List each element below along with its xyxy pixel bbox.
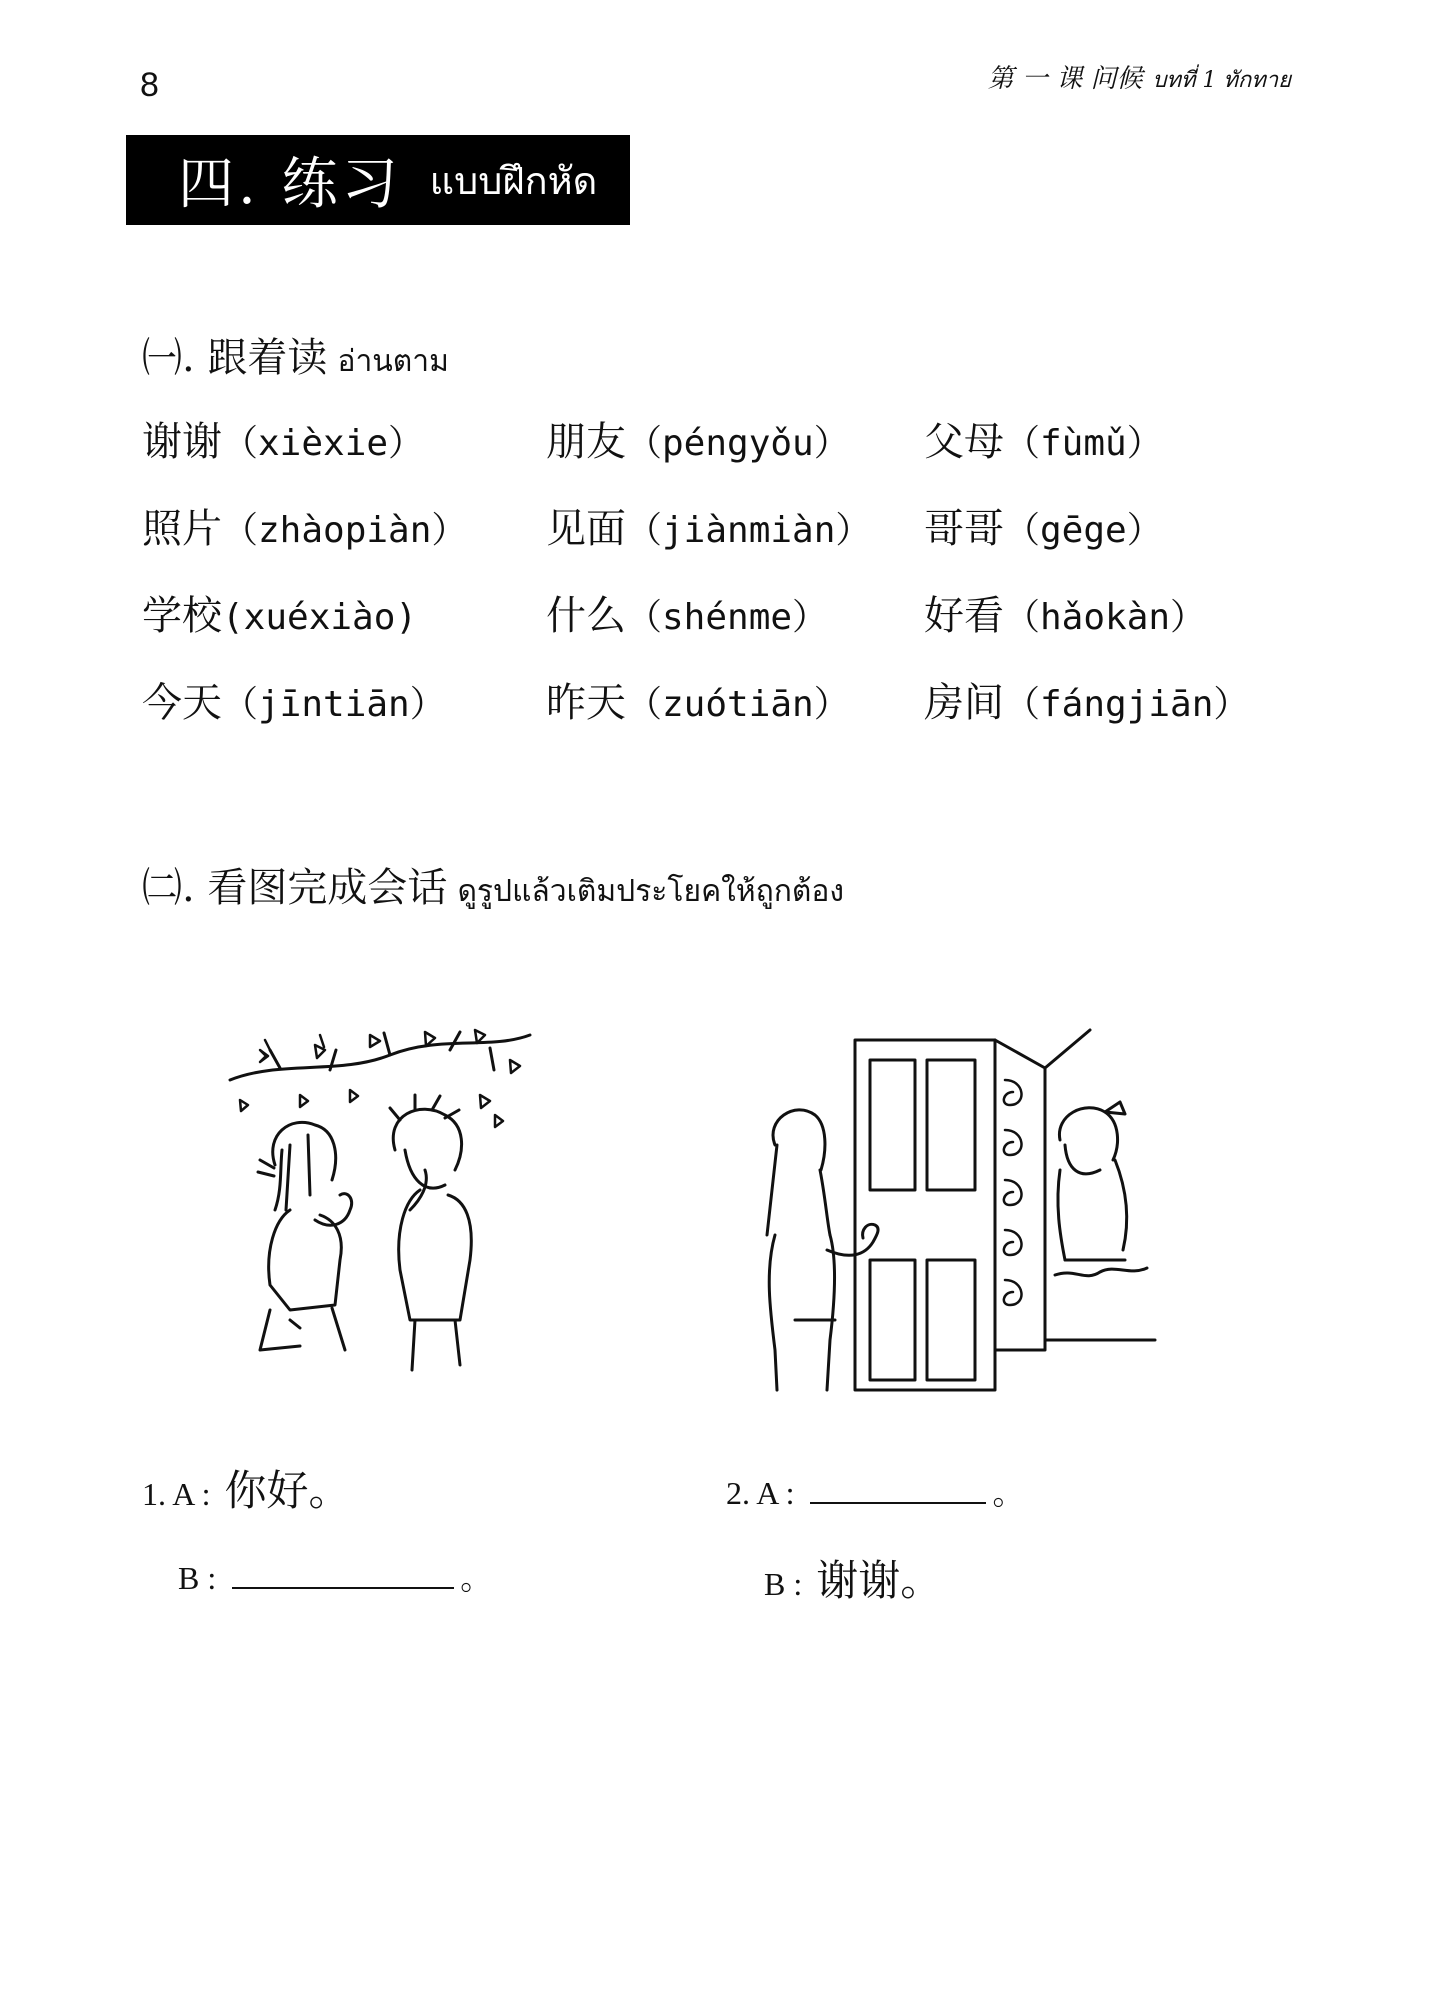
vocab-hanzi: 好看 bbox=[924, 593, 1004, 639]
dialogue-2-b-label: B : bbox=[764, 1566, 803, 1602]
dialogue-1-b-label: B : bbox=[178, 1560, 217, 1596]
vocab-item bbox=[546, 671, 850, 728]
dialogue-2-a-label: 2. A : bbox=[726, 1475, 795, 1511]
vocab-row bbox=[142, 584, 1342, 671]
dialogue-2-b-text: 谢谢。 bbox=[816, 1556, 943, 1605]
section-title-th: แบบฝึกหัด bbox=[429, 158, 598, 203]
vocab-pinyin: （gēge） bbox=[1004, 510, 1163, 551]
illustration-door-visit bbox=[755, 1020, 1165, 1400]
part1-heading-th: อ่านตาม bbox=[337, 344, 449, 379]
vocab-pinyin: （zuótiān） bbox=[626, 684, 850, 725]
part1-heading-zh: ㈠. 跟着读 bbox=[142, 335, 328, 381]
vocab-item bbox=[546, 410, 850, 467]
vocab-item bbox=[142, 584, 417, 641]
vocab-hanzi: 什么 bbox=[546, 593, 626, 639]
vocab-pinyin: (xuéxiào) bbox=[222, 597, 418, 638]
part2-heading-th: ดูรูปแล้วเติมประโยคให้ถูกต้อง bbox=[457, 874, 845, 909]
dialogue-1-line-b bbox=[178, 1553, 492, 1599]
vocab-pinyin: （xièxie） bbox=[222, 423, 425, 464]
vocab-item bbox=[924, 497, 1163, 554]
lesson-title-zh: 第 一 课 问候 bbox=[987, 64, 1143, 94]
vocab-item bbox=[546, 497, 871, 554]
section-banner bbox=[126, 135, 630, 225]
dialogue-2-a-end: 。 bbox=[992, 1474, 1025, 1512]
vocab-row bbox=[142, 497, 1342, 584]
vocab-row bbox=[142, 671, 1342, 758]
dialogue-2-line-a bbox=[726, 1468, 1024, 1514]
vocab-item bbox=[142, 410, 424, 467]
vocab-item bbox=[924, 671, 1249, 728]
vocab-item bbox=[924, 584, 1206, 641]
vocab-hanzi: 朋友 bbox=[546, 419, 626, 465]
vocab-pinyin: （fángjiān） bbox=[1004, 684, 1250, 725]
part2-heading bbox=[142, 856, 844, 915]
vocab-hanzi: 父母 bbox=[924, 419, 1004, 465]
vocab-grid bbox=[142, 410, 1342, 758]
vocab-row bbox=[142, 410, 1342, 497]
lesson-title-th: บทที่ 1 ทักทาย bbox=[1152, 68, 1291, 93]
dialogue-1-a-text: 你好。 bbox=[224, 1466, 351, 1515]
vocab-hanzi: 昨天 bbox=[546, 680, 626, 726]
vocab-hanzi: 谢谢 bbox=[142, 419, 222, 465]
vocab-pinyin: （jiànmiàn） bbox=[626, 510, 872, 551]
vocab-pinyin: （zhàopiàn） bbox=[222, 510, 468, 551]
dialogue-1-a-label: 1. A : bbox=[142, 1476, 211, 1512]
vocab-pinyin: （jīntiān） bbox=[222, 684, 446, 725]
section-title-zh: 四. 练习 bbox=[178, 152, 402, 217]
vocab-pinyin: （fùmǔ） bbox=[1004, 423, 1163, 464]
vocab-hanzi: 学校 bbox=[142, 593, 222, 639]
part2-heading-zh: ㈡. 看图完成会话 bbox=[142, 865, 448, 911]
vocab-item bbox=[924, 410, 1163, 467]
dialogue-2-line-b bbox=[764, 1548, 942, 1608]
vocab-hanzi: 哥哥 bbox=[924, 506, 1004, 552]
vocab-item bbox=[142, 497, 467, 554]
dialogue-1-b-blank[interactable] bbox=[232, 1586, 454, 1589]
vocab-pinyin: （shénme） bbox=[626, 597, 829, 638]
part1-heading bbox=[142, 326, 449, 385]
illustration-two-friends bbox=[220, 1020, 540, 1380]
page-number: 8 bbox=[140, 66, 159, 104]
vocab-pinyin: （hǎokàn） bbox=[1004, 597, 1207, 638]
running-header bbox=[988, 58, 1291, 97]
vocab-item bbox=[546, 584, 828, 641]
dialogue-1-line-a bbox=[142, 1458, 350, 1518]
vocab-hanzi: 见面 bbox=[546, 506, 626, 552]
vocab-hanzi: 今天 bbox=[142, 680, 222, 726]
dialogue-2-a-blank[interactable] bbox=[810, 1501, 986, 1504]
dialogue-1-b-end: 。 bbox=[460, 1559, 493, 1597]
vocab-hanzi: 房间 bbox=[924, 680, 1004, 726]
vocab-hanzi: 照片 bbox=[142, 506, 222, 552]
vocab-pinyin: （péngyǒu） bbox=[626, 423, 850, 464]
vocab-item bbox=[142, 671, 446, 728]
